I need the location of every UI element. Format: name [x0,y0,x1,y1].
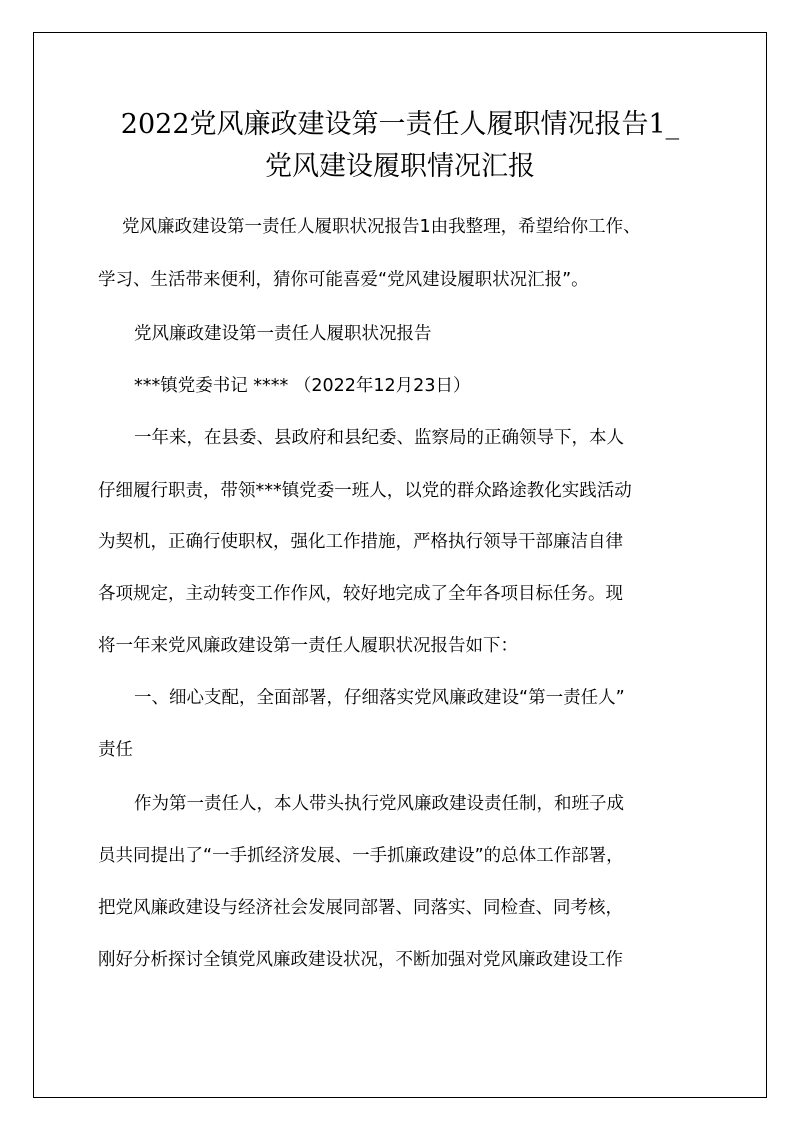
paragraph-line: 将一年来党风廉政建设第一责任人履职状况报告如下： [98,636,518,656]
paragraph-line: 学习、生活带来便利，猜你可能喜爱“党风建设履职状况汇报”。 [98,270,589,290]
paragraph-line: 作为第一责任人，本人带头执行党风廉政建设责任制，和班子成 [134,794,624,814]
paragraph-line: 员共同提出了“一手抓经济发展、一手抓廉政建设”的总体工作部署， [98,846,624,866]
author-line: ***镇党委书记 **** （2022年12月23日） [134,376,471,396]
paragraph-line: 党风廉政建设第一责任人履职状况报告1由我整理，希望给你工作、 [122,217,641,237]
page-border [33,32,767,1098]
paragraph-line: 党风廉政建设第一责任人履职状况报告 [134,324,432,344]
paragraph-line: 把党风廉政建设与经济社会发展同部署、同落实、同检查、同考核， [98,898,623,918]
paragraph-line: 刚好分析探讨全镇党风廉政建设状况，不断加强对党风廉政建设工作 [98,950,623,970]
paragraph-line: 为契机，正确行使职权，强化工作措施，严格执行领导干部廉洁自律 [98,532,623,552]
paragraph-line: 仔细履行职责，带领***镇党委一班人，以党的群众路途教化实践活动 [98,481,632,501]
paragraph-line: 各项规定，主动转变工作作风，较好地完成了全年各项目标任务。现 [98,584,623,604]
paragraph-line: 一年来，在县委、县政府和县纪委、监察局的正确领导下，本人 [134,428,624,448]
document-title-line-1: 2022党风廉政建设第一责任人履职情况报告1_ [120,109,680,140]
document-title-line-2: 党风建设履职情况汇报 [265,151,535,182]
section-heading-cont: 责任 [98,740,133,760]
section-heading: 一、细心支配，全面部署，仔细落实党风廉政建设“第一责任人” [134,688,625,708]
